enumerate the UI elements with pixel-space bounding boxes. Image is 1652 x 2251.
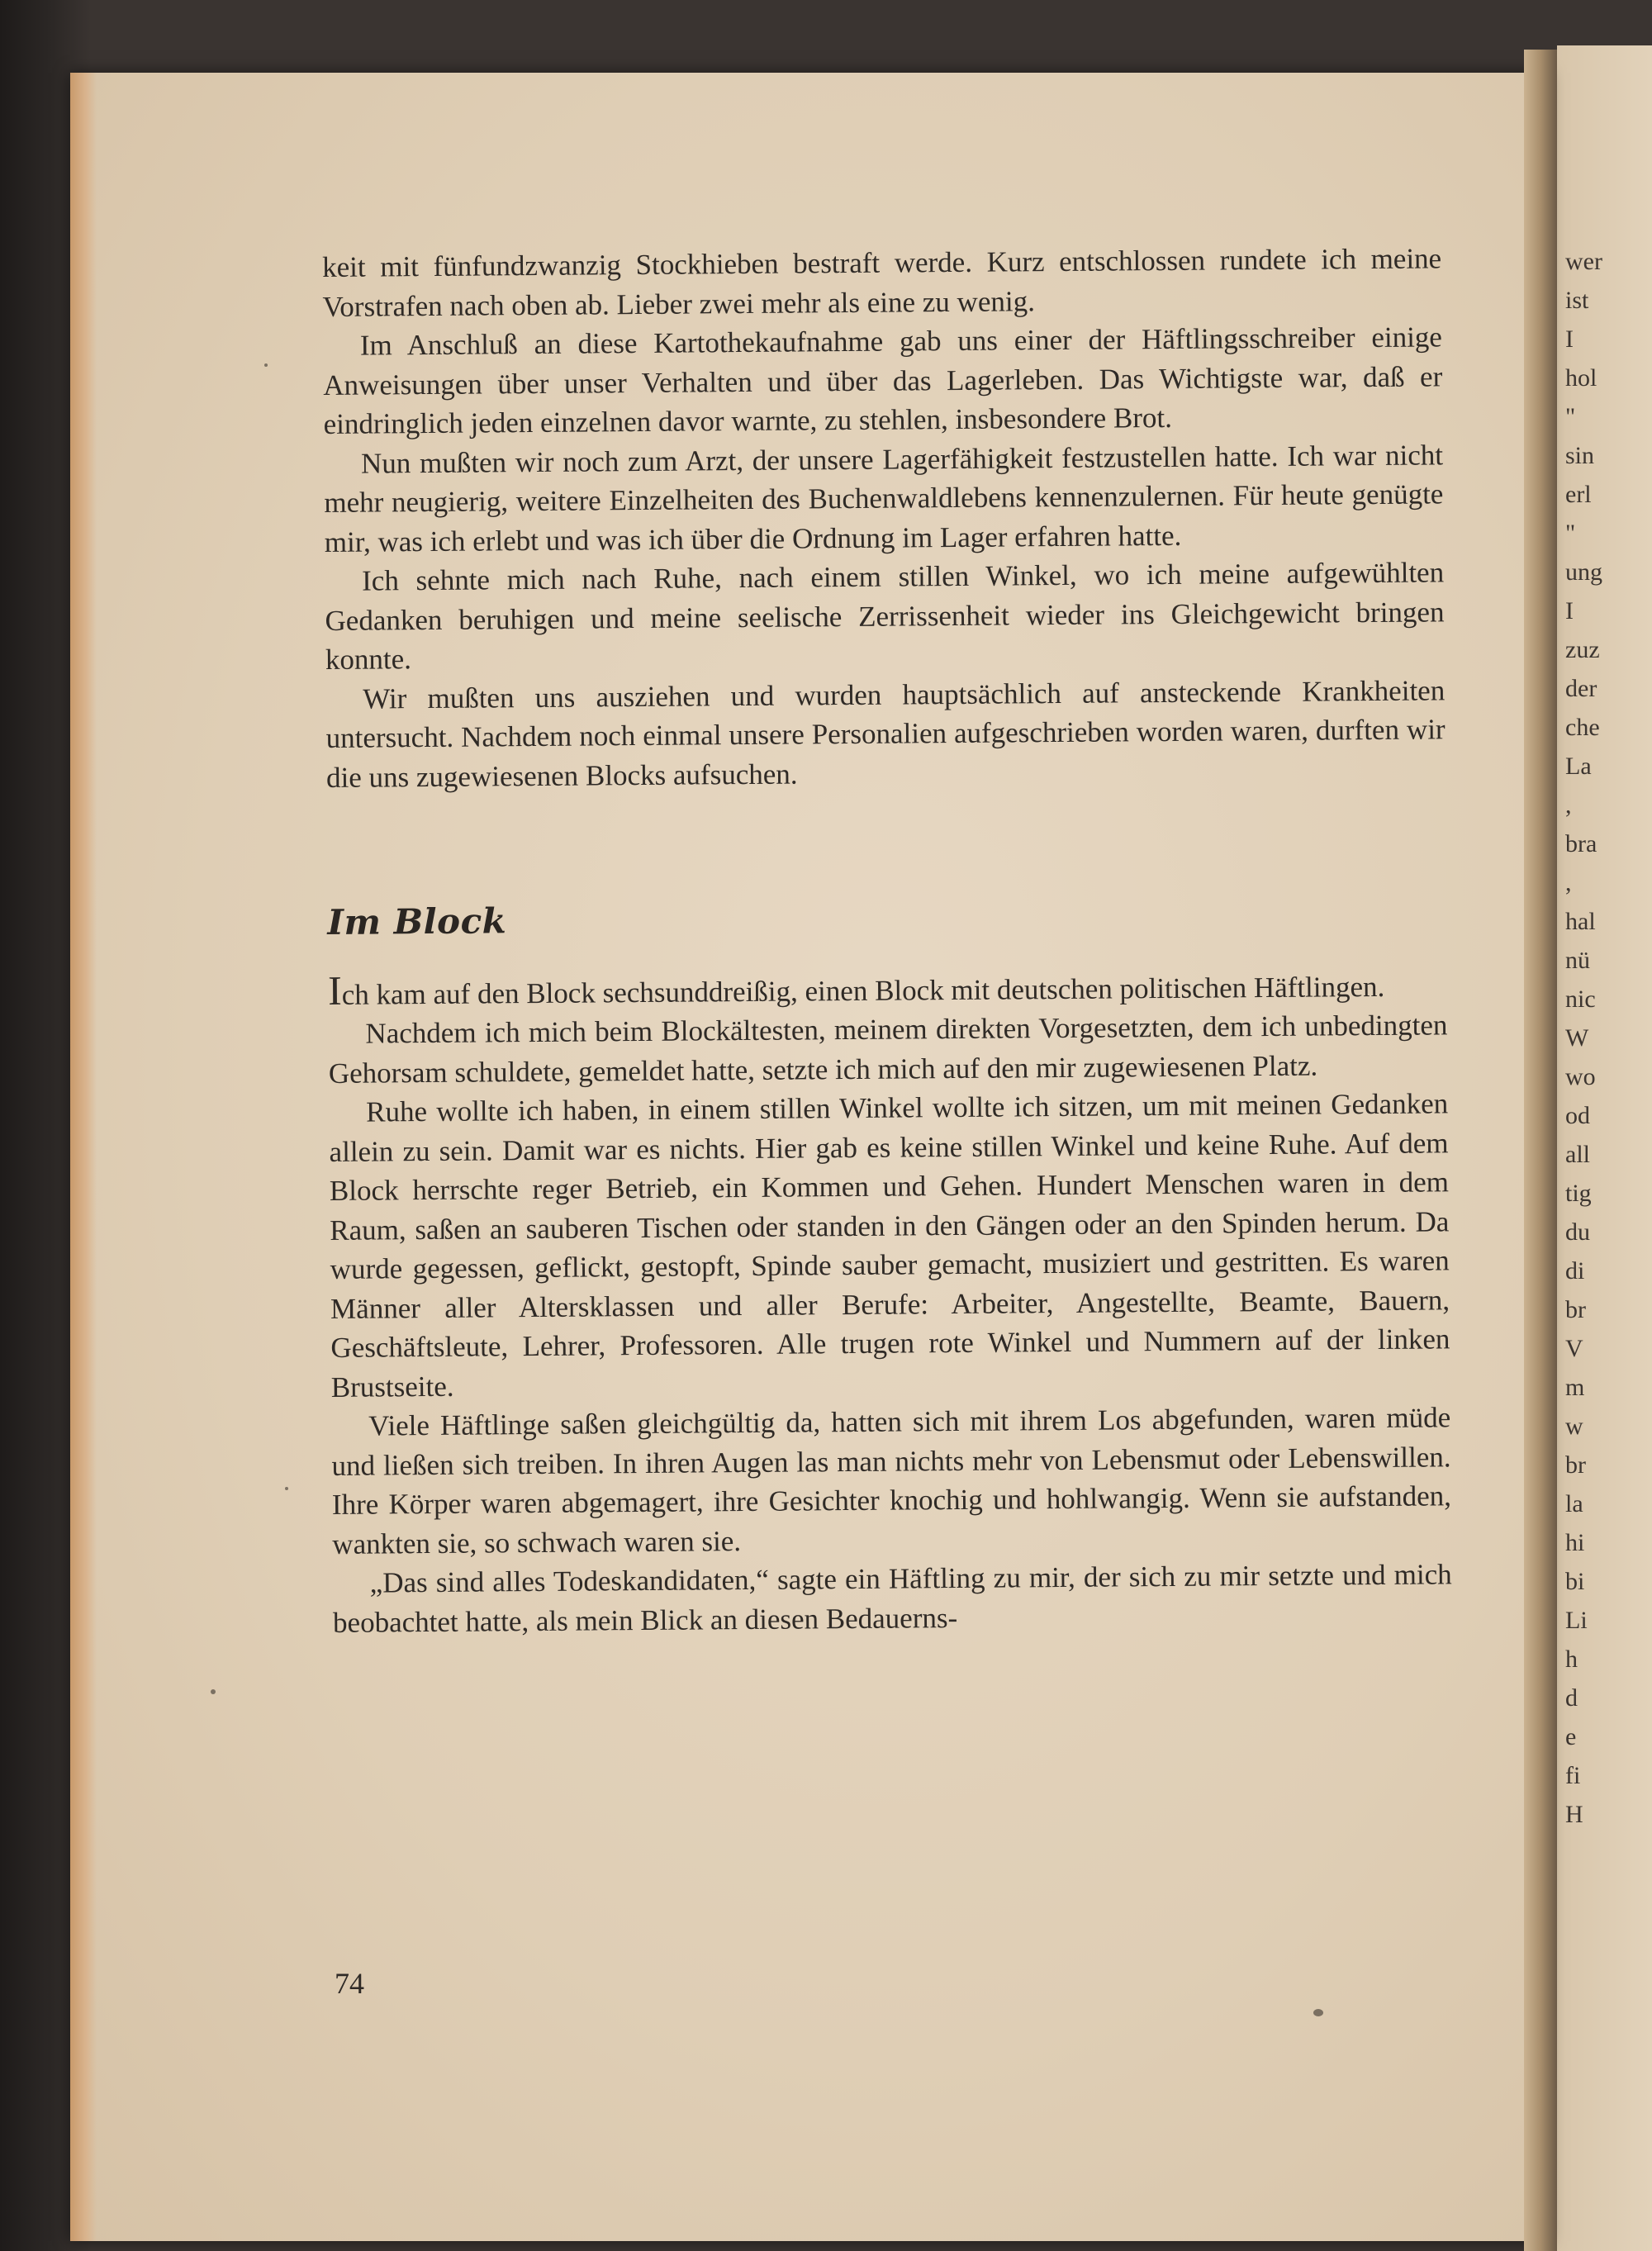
paragraph: „Das sind alles Todeskandidaten,“ sagte ein Häftling zu mir, der sich zu mir setzte und mich beobachtet hatte, als mein Blick an diesen Bedauerns- bbox=[332, 1558, 1452, 1639]
facing-page-fragment: " bbox=[1565, 403, 1576, 430]
paper-speck bbox=[264, 363, 268, 367]
facing-page-fragment: La bbox=[1565, 753, 1592, 780]
paragraph: Im Anschluß an diese Kartothekaufnahme gab uns einer der Häftlingsschreiber einige Anweisungen über unser Verhalten und über das Lagerleben. Das Wichtigste war, daß er eindringlich jeden einzelnen davor warnte, zu stehlen, insbesondere Brot. bbox=[323, 321, 1443, 440]
paragraph: Ruhe wollte ich haben, in einem stillen Winkel wollte ich sitzen, um mit meinen Gedanken allein zu sein. Damit war es nichts. Hier gab es keine stillen Winkel und keine Ruhe. Auf dem Block herrschte reger Betrieb, ein Kommen und Gehen. Hundert Menschen waren in dem Raum, saßen an sauberen Tischen oder standen in den Gängen oder an den Spinden herum. Da wurde gegessen, geflickt, gestopft, Spinde sauber gemacht, musiziert und gestritten. Es waren Männer aller Altersklassen und aller Berufe: Arbeiter, Angestellte, Beamte, Bauern, Geschäftsleute, Lehrer, Professoren. Alle trugen rote Winkel und Nummern auf der linken Brustseite. bbox=[329, 1087, 1450, 1403]
facing-page-fragment: od bbox=[1565, 1102, 1590, 1129]
facing-page-fragment: der bbox=[1565, 675, 1597, 702]
paper-speck bbox=[1313, 2009, 1323, 2016]
facing-page-fragment: erl bbox=[1565, 481, 1592, 508]
facing-page-fragment: h bbox=[1565, 1646, 1578, 1673]
facing-page-fragment: e bbox=[1565, 1723, 1577, 1750]
page-edge-shadow bbox=[70, 73, 97, 2241]
section-heading: Im Block bbox=[327, 900, 507, 943]
facing-page-fragment: la bbox=[1565, 1490, 1583, 1517]
facing-page-edge bbox=[1557, 45, 1652, 2251]
initial-letter: I bbox=[327, 966, 342, 1014]
paragraph: Viele Häftlinge saßen gleichgültig da, hatten sich mit ihrem Los abgefunden, waren müde und ließen sich treiben. In ihren Augen las man nichts mehr von Lebensmut oder Lebenswillen. Ihre Körper waren abgemagert, ihre Gesichter knochig und hohlwangig. Wenn sie aufstanden, wankten sie, so schwach waren sie. bbox=[331, 1401, 1452, 1560]
facing-page-fragment: hi bbox=[1565, 1529, 1585, 1556]
facing-page-fragment: nü bbox=[1565, 947, 1590, 974]
facing-page-fragment: Li bbox=[1565, 1607, 1588, 1634]
facing-page-fragment: d bbox=[1565, 1684, 1578, 1712]
facing-page-fragment: V bbox=[1565, 1335, 1583, 1362]
facing-page-fragment: nic bbox=[1565, 985, 1596, 1013]
facing-page-fragment: zuz bbox=[1565, 636, 1600, 663]
facing-page-fragment: tig bbox=[1565, 1180, 1592, 1207]
paragraph: Ich sehnte mich nach Ruhe, nach einem stillen Winkel, wo ich meine aufgewühlten Gedanken beruhigen und meine seelische Zerrissenheit wieder ins Gleichgewicht bringen konnte. bbox=[325, 556, 1445, 676]
facing-page-fragment: wo bbox=[1565, 1063, 1596, 1090]
facing-page-fragment: , bbox=[1565, 791, 1572, 819]
facing-page-fragment: ist bbox=[1565, 287, 1589, 314]
facing-page-fragment: br bbox=[1565, 1451, 1586, 1479]
facing-page-fragment: du bbox=[1565, 1218, 1590, 1246]
page-number: 74 bbox=[335, 1967, 364, 2000]
facing-page-fragment: wer bbox=[1565, 248, 1602, 275]
facing-page-fragment: W bbox=[1565, 1024, 1589, 1052]
paragraph: Wir mußten uns ausziehen und wurden hauptsächlich auf ansteckende Krankheiten untersucht. Nachdem noch einmal unsere Personalien aufgeschrieben worden waren, durften wir die uns zugewiesenen Blocks aufsuchen. bbox=[325, 673, 1446, 794]
paragraph: Nachdem ich mich beim Blockältesten, meinem direkten Vorgesetzten, dem ich unbedingten Gehorsam schuldete, gemeldet hatte, setzte ich mich auf den mir zugewiesenen Platz. bbox=[328, 1009, 1448, 1090]
facing-page-fragment: m bbox=[1565, 1374, 1585, 1401]
paper-speck bbox=[211, 1689, 216, 1694]
facing-page-fragment: , bbox=[1565, 869, 1572, 896]
facing-page-fragment: che bbox=[1565, 714, 1600, 741]
paper-speck bbox=[285, 1487, 288, 1490]
facing-page-fragment: w bbox=[1565, 1413, 1583, 1440]
facing-page-fragment: hal bbox=[1565, 908, 1596, 935]
facing-page-fragment: I bbox=[1565, 597, 1574, 624]
facing-page-fragment: hol bbox=[1565, 364, 1597, 392]
facing-page-fragment: di bbox=[1565, 1257, 1585, 1285]
facing-page-fragment: ung bbox=[1565, 558, 1602, 586]
opening-text: ch kam auf den Block sechsunddreißig, einen Block mit deutschen politischen Häftlingen. bbox=[341, 970, 1385, 1011]
facing-page-fragment: fi bbox=[1565, 1762, 1581, 1789]
paragraph: Nun mußten wir noch zum Arzt, der unsere Lagerfähigkeit festzustellen hatte. Ich war nicht mehr neugierig, weitere Einzelheiten des Buchenwaldlebens kennenzulernen. Für heute genügte mir, was ich erlebt und was ich über die Ordnung im Lager erfahren hatte. bbox=[324, 438, 1444, 558]
facing-page-fragment: bra bbox=[1565, 830, 1597, 857]
facing-page-fragment: " bbox=[1565, 520, 1576, 547]
book-gutter bbox=[1524, 50, 1557, 2251]
facing-page-fragment: I bbox=[1565, 325, 1574, 353]
facing-page-fragment: sin bbox=[1565, 442, 1595, 469]
facing-page-fragment: bi bbox=[1565, 1568, 1585, 1595]
facing-page-fragment: H bbox=[1565, 1801, 1583, 1828]
facing-page-fragment: all bbox=[1565, 1141, 1590, 1168]
facing-page-fragment: br bbox=[1565, 1296, 1586, 1323]
page-text bbox=[322, 239, 1452, 1642]
paragraph: keit mit fünfundzwanzig Stockhieben bestraft werde. Kurz entschlossen rundete ich meine Vorstrafen nach oben ab. Lieber zwei mehr als eine zu wenig. bbox=[322, 242, 1442, 323]
